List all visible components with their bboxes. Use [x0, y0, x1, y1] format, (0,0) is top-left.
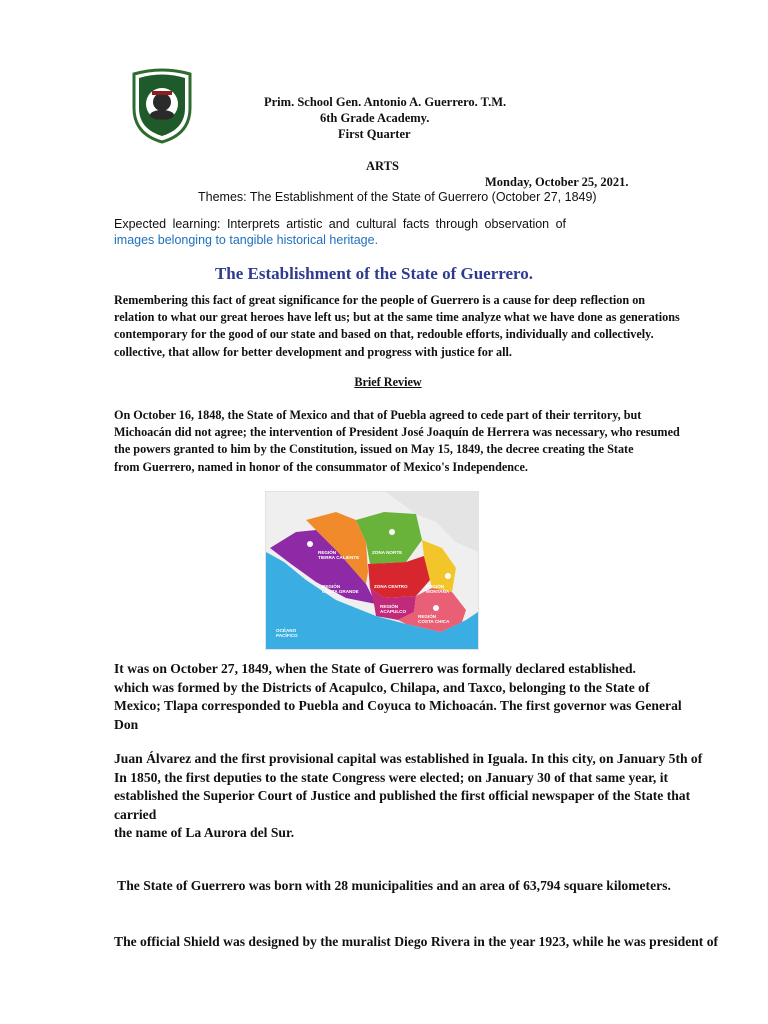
grade-line: 6th Grade Academy.: [320, 111, 430, 125]
expected-learning-line1: Expected learning: Interprets artistic and cultural facts through observation of: [114, 217, 566, 231]
review-line: On October 16, 1848, the State of Mexico and that of Puebla agreed to cede part of their territory, but: [114, 408, 642, 422]
intro-line: collective, that allow for better development and progress with justice for all.: [114, 344, 512, 359]
school-logo: [130, 68, 194, 144]
map-label-zona-norte: ZONA NORTE: [372, 550, 403, 555]
map-label-acapulco: REGIÓN ACAPULCO: [380, 604, 407, 614]
expected-learning: [114, 216, 566, 248]
paragraph-line: which was formed by the Districts of Acapulco, Chilapa, and Taxco, belonging to the State of: [114, 679, 650, 695]
intro-line: contemporary for the good of our state and based on that, redouble efforts, individually and collectively.: [114, 327, 654, 342]
paragraph-line: Juan Álvarez and the first provisional capital was established in Iguala. In this city, on January 5th of: [114, 751, 703, 766]
map-label-costa-chica: REGIÓN COSTA CHICA: [418, 614, 450, 624]
map-emblem-icon: [433, 605, 439, 611]
map-label-zona-centro: ZONA CENTRO: [374, 584, 408, 589]
intro-line: Remembering this fact of great significance for the people of Guerrero is a cause for deep reflection on: [114, 293, 646, 307]
map-label-montana: REGIÓN MONTAÑA: [426, 584, 450, 594]
paragraph-juan-alvarez: [114, 750, 724, 843]
paragraph-line: Don: [114, 716, 139, 732]
paragraph-line: Mexico; Tlapa corresponded to Puebla and Coyuca to Michoacán. The first governor was General: [114, 698, 682, 714]
date-line: Monday, October 25, 2021.: [485, 175, 629, 189]
map-emblem-icon: [307, 541, 313, 547]
map-label-ocean: OCÉANO PACÍFICO: [276, 628, 298, 638]
map-emblem-icon: [445, 573, 451, 579]
intro-line: relation to what our great heroes have left us; but at the same time analyze what we have done as generations: [114, 310, 680, 325]
paragraph-municipalities: [114, 840, 724, 970]
page-title: The Establishment of the State of Guerrero.: [214, 264, 534, 283]
map-label-tierra-caliente: REGIÓN TIERRA CALIENTE: [318, 550, 360, 560]
map-label-costa-grande: REGIÓN COSTA GRANDE: [322, 584, 359, 594]
paragraph-establishment: [114, 660, 724, 734]
paragraph-line: The official Shield was designed by the muralist Diego Rivera in the year 1923, while he was president of: [114, 933, 719, 949]
themes-line: Themes: The Establishment of the State of Guerrero (October 27, 1849): [198, 190, 597, 204]
expected-learning-line2: images belonging to tangible historical heritage.: [114, 233, 379, 247]
review-paragraph: [114, 407, 684, 476]
subject-line: ARTS: [366, 159, 399, 173]
review-line: Michoacán did not agree; the intervention of President José Joaquín de Herrera was necessary, who resumed: [114, 425, 680, 440]
quarter-line: First Quarter: [338, 127, 411, 141]
paragraph-line: established the Superior Court of Justice and published the first official newspaper of the State that carried: [114, 788, 691, 822]
map-emblem-icon: [389, 529, 395, 535]
intro-paragraph: [114, 292, 684, 361]
section-heading-brief-review: Brief Review: [354, 375, 422, 389]
guerrero-regions-map: [265, 491, 479, 650]
school-name: Prim. School Gen. Antonio A. Guerrero. T.M.: [264, 95, 507, 109]
paragraph-line: It was on October 27, 1849, when the State of Guerrero was formally declared established.: [114, 661, 636, 676]
paragraph-line: In 1850, the first deputies to the state Congress were elected; on January 30 of that same year, it: [114, 769, 668, 785]
paragraph-line: The State of Guerrero was born with 28 municipalities and an area of 63,794 square kilometers.: [114, 878, 671, 894]
review-line: the powers granted to him by the Constitution, issued on May 15, 1849, the decree creating the State: [114, 442, 634, 457]
paragraph-line: the name of La Aurora del Sur.: [114, 825, 295, 841]
review-line: from Guerrero, named in honor of the consummator of Mexico's Independence.: [114, 459, 528, 474]
